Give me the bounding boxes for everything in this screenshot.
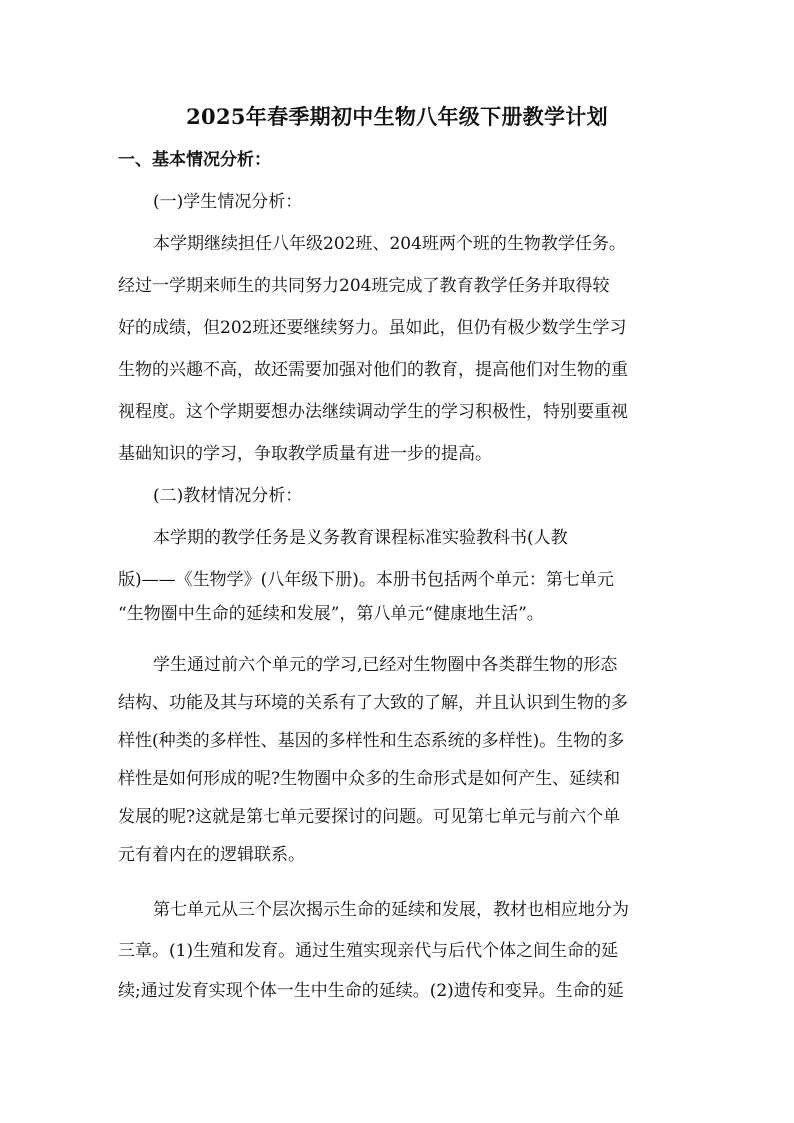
paragraph-line: 发展的呢?这就是第七单元要探讨的问题。可见第七单元与前六个单 bbox=[118, 807, 621, 827]
paragraph-line: 学生通过前六个单元的学习,已经对生物圈中各类群生物的形态 bbox=[153, 655, 618, 675]
paragraph-line: 样性是如何形成的呢?生物圈中众多的生命形式是如何产生、延续和 bbox=[118, 769, 621, 789]
paragraph-line: 结构、功能及其与环境的关系有了大致的了解，并且认识到生物的多 bbox=[118, 693, 628, 713]
paragraph-line: 样性(种类的多样性、基因的多样性和生态系统的多样性)。生物的多 bbox=[118, 731, 625, 751]
paragraph-line: 版)——《生物学》(八年级下册)。本册书包括两个单元：第七单元 bbox=[118, 570, 614, 590]
paragraph-line: 续;通过发育实现个体一生中生命的延续。(2)遗传和变异。生命的延 bbox=[118, 981, 624, 1001]
paragraph-line: 第七单元从三个层次揭示生命的延续和发展，教材也相应地分为 bbox=[153, 900, 629, 920]
paragraph-line: 本学期继续担任八年级202班、204班两个班的生物教学任务。 bbox=[153, 234, 626, 254]
subsection-heading-student-analysis: (一)学生情况分析： bbox=[153, 192, 303, 212]
paragraph-line: 经过一学期来师生的共同努力204班完成了教育教学任务并取得较 bbox=[118, 276, 610, 296]
paragraph-line: 本学期的教学任务是义务教育课程标准实验教科书(人教 bbox=[153, 528, 568, 548]
paragraph-line: 元有着内在的逻辑联系。 bbox=[118, 845, 305, 865]
paragraph-line: 基础知识的学习，争取教学质量有进一步的提高。 bbox=[118, 444, 492, 464]
section-heading-basic-analysis: 一、基本情况分析： bbox=[118, 150, 271, 170]
paragraph-line: 好的成绩，但202班还要继续努力。虽如此，但仍有极少数学生学习 bbox=[118, 318, 627, 338]
subsection-heading-textbook-analysis: (二)教材情况分析： bbox=[153, 486, 303, 506]
document-title: 2025年春季期初中生物八年级下册教学计划 bbox=[186, 104, 608, 129]
paragraph-line: 三章。(1)生殖和发育。通过生殖实现亲代与后代个体之间生命的延 bbox=[118, 941, 619, 961]
paragraph-line: “生物圈中生命的延续和发展”，第八单元“健康地生活”。 bbox=[118, 604, 544, 624]
paragraph-line: 生物的兴趣不高，故还需要加强对他们的教育，提高他们对生物的重 bbox=[118, 360, 628, 380]
paragraph-line: 视程度。这个学期要想办法继续调动学生的学习积极性，特别要重视 bbox=[118, 402, 628, 422]
